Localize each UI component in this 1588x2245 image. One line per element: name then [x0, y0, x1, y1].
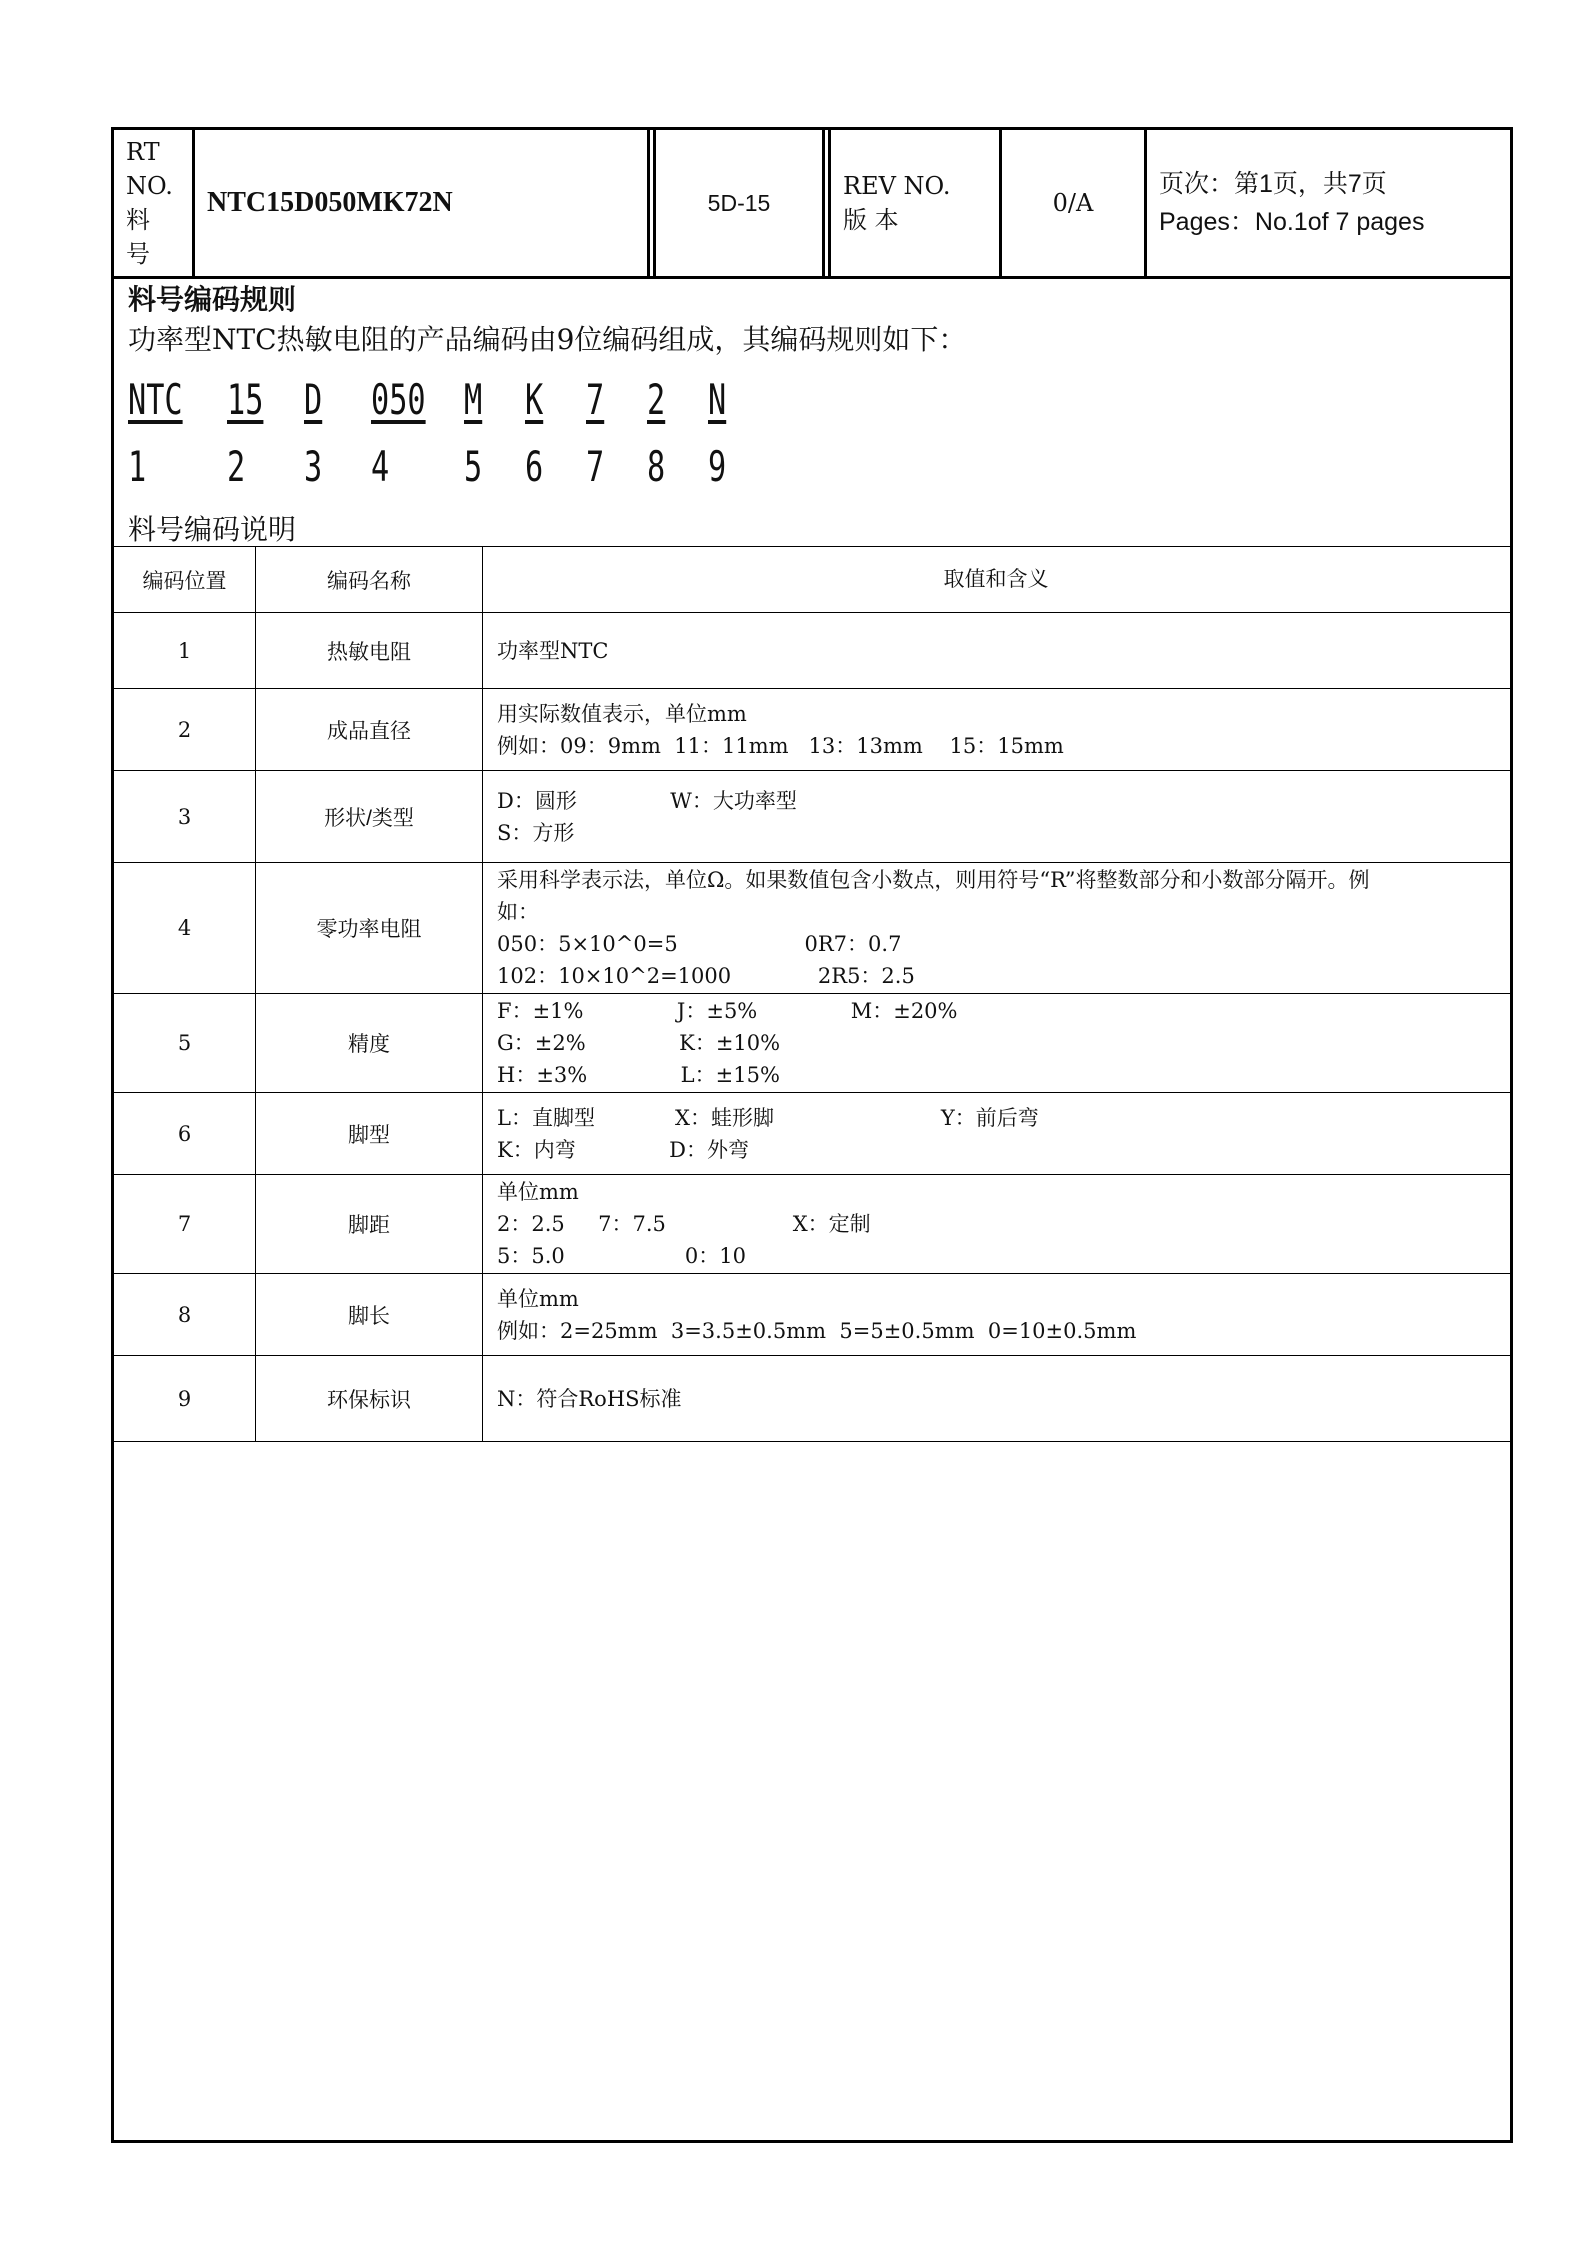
revision-label-cell	[831, 130, 999, 276]
part-label-line: NO.	[126, 172, 173, 200]
position-number: 2	[227, 442, 246, 491]
column-header-meaning: 取值和含义	[483, 547, 1511, 613]
position-cell: 6	[114, 1093, 256, 1175]
part-number-label	[114, 130, 192, 276]
meaning-line: 单位mm	[497, 1286, 579, 1311]
table-row	[114, 771, 1510, 863]
code-segment: 15	[227, 375, 264, 424]
position-number: 7	[586, 442, 605, 491]
meaning-line: K：内弯 D：外弯	[497, 1137, 749, 1162]
code-segment: 7	[586, 375, 605, 424]
meaning-line: 功率型NTC	[497, 638, 609, 663]
column-header-name: 编码名称	[256, 547, 483, 613]
meaning-cell	[483, 863, 1511, 994]
meaning-line: F：±1% J：±5% M：±20%	[497, 999, 958, 1023]
code-segment: N	[708, 375, 727, 424]
position-cell: 4	[114, 863, 256, 994]
meaning-line: 例如：2=25mm 3=3.5±0.5mm 5=5±0.5mm 0=10±0.5mm	[497, 1318, 1137, 1343]
meaning-line: 如：	[497, 900, 539, 924]
position-number: 5	[464, 442, 483, 491]
meaning-cell	[483, 689, 1511, 771]
code-segment: NTC	[128, 375, 183, 424]
coding-explanation-title: 料号编码说明	[128, 513, 297, 546]
position-number: 8	[647, 442, 666, 491]
meaning-line: H：±3% L：±15%	[497, 1063, 780, 1087]
table-row	[114, 1093, 1510, 1175]
meaning-line: 2：2.5 7：7.5 X：定制	[497, 1212, 871, 1236]
revision-label-line: 版 本	[843, 206, 899, 234]
position-cell: 9	[114, 1356, 256, 1442]
position-number: 1	[128, 442, 147, 491]
meaning-cell	[483, 1093, 1511, 1175]
pages-info-line: 页次：第1页，共7页	[1159, 170, 1387, 198]
part-label-line: 料	[126, 206, 150, 234]
meaning-line: 单位mm	[497, 1180, 579, 1204]
pages-cell	[1147, 130, 1510, 276]
code-segment: D	[304, 375, 323, 424]
position-cell: 3	[114, 771, 256, 863]
meaning-cell	[483, 771, 1511, 863]
position-numbers	[128, 442, 1028, 494]
column-header-position: 编码位置	[114, 547, 256, 613]
position-cell: 1	[114, 613, 256, 689]
meaning-line: S：方形	[497, 820, 575, 845]
meaning-line: G：±2% K：±10%	[497, 1031, 781, 1055]
meaning-line: D：圆形 W：大功率型	[497, 788, 797, 813]
part-label-line: RT	[126, 138, 160, 166]
name-cell: 环保标识	[256, 1356, 483, 1442]
position-number: 6	[525, 442, 544, 491]
name-cell: 形状/类型	[256, 771, 483, 863]
name-cell: 脚型	[256, 1093, 483, 1175]
model-code: 5D-15	[707, 189, 771, 216]
code-segments	[128, 375, 1028, 427]
table-row	[114, 863, 1510, 994]
meaning-line: 102：10×10^2=1000 2R5：2.5	[497, 964, 915, 988]
table-row	[114, 1274, 1510, 1356]
coding-explanation-table	[114, 546, 1510, 1442]
revision-value-cell	[1002, 130, 1144, 276]
document-header	[114, 130, 1510, 279]
meaning-cell	[483, 1274, 1511, 1356]
revision-value: 0/A	[1052, 189, 1094, 217]
position-cell: 5	[114, 994, 256, 1093]
position-number: 9	[708, 442, 727, 491]
position-cell: 7	[114, 1175, 256, 1274]
code-segment: 050	[371, 375, 426, 424]
meaning-line: L：直脚型 X：蛙形脚 Y：前后弯	[497, 1105, 1039, 1130]
part-number: NTC15D050MK72N	[207, 187, 453, 218]
position-cell: 8	[114, 1274, 256, 1356]
meaning-line: 例如：09：9mm 11：11mm 13：13mm 15：15mm	[497, 733, 1064, 758]
code-segment: 2	[647, 375, 666, 424]
pages-info-line: Pages：No.1of 7 pages	[1159, 208, 1425, 236]
table-row	[114, 994, 1510, 1093]
table-header-row	[114, 547, 1510, 613]
meaning-cell	[483, 1175, 1511, 1274]
model-cell	[656, 130, 822, 276]
table-row	[114, 1175, 1510, 1274]
meaning-line: 采用科学表示法，单位Ω。如果数值包含小数点，则用符号“R”将整数部分和小数部分隔开。例	[497, 868, 1370, 892]
name-cell: 脚距	[256, 1175, 483, 1274]
position-cell: 2	[114, 689, 256, 771]
table-row	[114, 613, 1510, 689]
code-segment: M	[464, 375, 483, 424]
meaning-cell	[483, 613, 1511, 689]
part-number-cell	[195, 130, 647, 276]
position-number: 4	[371, 442, 390, 491]
meaning-line: N：符合RoHS标准	[497, 1386, 682, 1411]
table-row	[114, 689, 1510, 771]
table-row	[114, 1356, 1510, 1442]
part-label-line: 号	[126, 240, 150, 268]
name-cell: 精度	[256, 994, 483, 1093]
name-cell: 成品直径	[256, 689, 483, 771]
meaning-cell	[483, 994, 1511, 1093]
meaning-line: 050：5×10^0=5 0R7：0.7	[497, 932, 902, 956]
coding-rules-description: 功率型NTC热敏电阻的产品编码由9位编码组成，其编码规则如下：	[128, 323, 967, 356]
name-cell: 脚长	[256, 1274, 483, 1356]
name-cell: 零功率电阻	[256, 863, 483, 994]
meaning-line: 5：5.0 0：10	[497, 1244, 746, 1268]
name-cell: 热敏电阻	[256, 613, 483, 689]
meaning-line: 用实际数值表示，单位mm	[497, 701, 747, 726]
code-segment: K	[525, 375, 544, 424]
meaning-cell	[483, 1356, 1511, 1442]
position-number: 3	[304, 442, 323, 491]
revision-label-line: REV NO.	[843, 172, 951, 200]
coding-rules-title: 料号编码规则	[128, 283, 297, 316]
document-frame	[111, 127, 1513, 2143]
